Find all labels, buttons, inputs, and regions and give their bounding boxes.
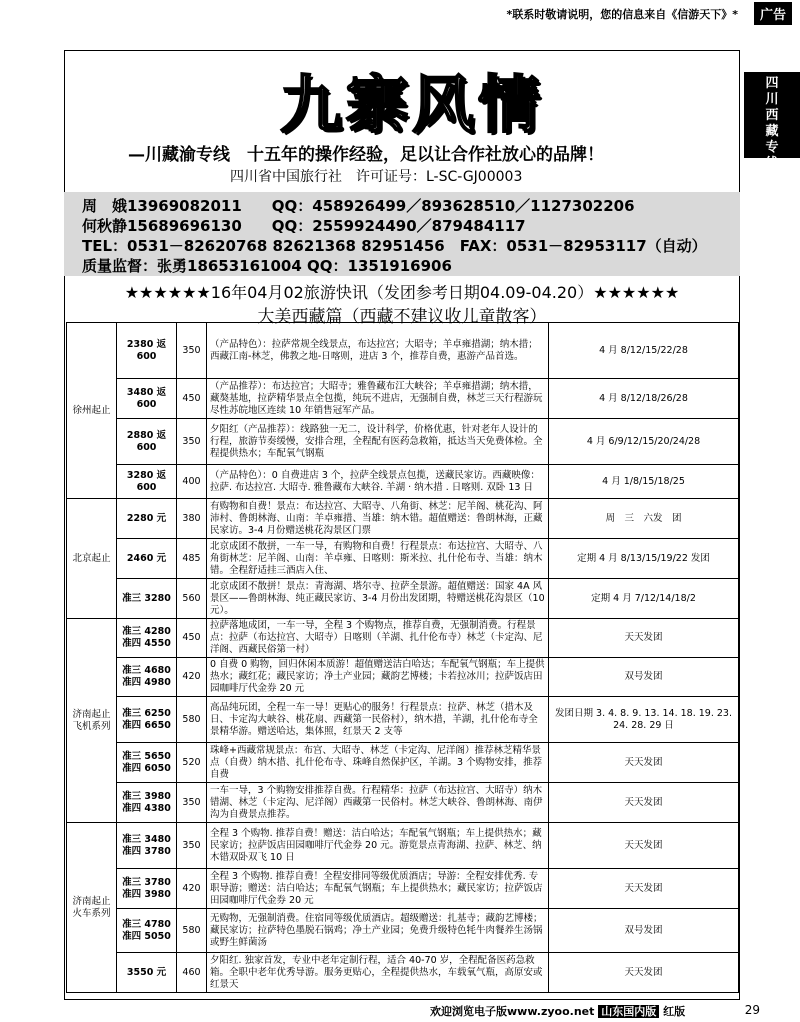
footer-text: 欢迎浏览电子版www.zyoo.net xyxy=(430,1005,595,1018)
route-row xyxy=(67,619,739,658)
price-cell: 2460 元 xyxy=(117,539,177,579)
footer xyxy=(430,1003,685,1019)
deposit-cell: 580 xyxy=(177,909,207,953)
date-cell: 天天发团 xyxy=(549,619,739,658)
ad-label: 广告 xyxy=(754,2,792,25)
side-tab-char: 四 xyxy=(765,76,779,91)
side-tab xyxy=(744,72,800,171)
route-row xyxy=(67,658,739,697)
price-cell: 2280 元 xyxy=(117,499,177,539)
price-cell: 准三 4680 准四 4980 xyxy=(117,658,177,697)
side-tab-char: 藏 xyxy=(765,124,779,139)
region-cell: 徐州起止 xyxy=(67,323,117,499)
price-cell: 准三 3780 准四 3980 xyxy=(117,869,177,909)
date-cell: 双号发团 xyxy=(549,658,739,697)
price-cell: 2380 返 600 xyxy=(117,323,177,379)
date-cell: 4 月 1/8/15/18/25 xyxy=(549,465,739,499)
edition-label: 红版 xyxy=(663,1005,686,1018)
region-cell: 济南起止火车系列 xyxy=(67,823,117,993)
deposit-cell: 350 xyxy=(177,323,207,379)
region-cell: 济南起止飞机系列 xyxy=(67,619,117,823)
deposit-cell: 580 xyxy=(177,697,207,743)
description-cell: （产品推荐）：布达拉宫；大昭寺；雅鲁藏布江大峡谷；羊卓雍措湖；纳木措，藏獒基地，拉萨精华景点全包揽，纯玩不进店，无强制自费，林芝三天行程游玩尽性苏皖地区连续 10 年销售冠军产品。 xyxy=(207,379,549,419)
description-cell: （产品特色）：拉萨常规全线景点，布达拉宫；大昭寺；羊卓雍措湖；纳木措；西藏江南-林芝，佛教之地-日喀则，进店 3 个，推荐自费，惠游产品首选。 xyxy=(207,323,549,379)
route-row xyxy=(67,379,739,419)
date-cell: 4 月 6/9/12/15/20/24/28 xyxy=(549,419,739,465)
deposit-cell: 350 xyxy=(177,783,207,823)
route-row xyxy=(67,323,739,379)
brand-logo xyxy=(262,64,562,141)
deposit-cell: 350 xyxy=(177,419,207,465)
deposit-cell: 460 xyxy=(177,953,207,993)
price-cell: 准三 5650 准四 6050 xyxy=(117,743,177,783)
region-cell: 北京起止 xyxy=(67,499,117,619)
route-row xyxy=(67,465,739,499)
route-row xyxy=(67,869,739,909)
route-row xyxy=(67,909,739,953)
description-cell: 全程 3 个购物. 推荐自费！赠送：洁白哈达；车配氧气钢瓶；车上提供热水；藏民家访；拉萨饭店田园咖啡厅代金券 20 元。游览景点青海湖、拉萨、林芝、纳木错双卧双飞 10 日 xyxy=(207,823,549,869)
price-cell: 3550 元 xyxy=(117,953,177,993)
date-cell: 4 月 8/12/15/22/28 xyxy=(549,323,739,379)
route-row xyxy=(67,499,739,539)
deposit-cell: 450 xyxy=(177,619,207,658)
contact-line: 质量监督：张勇18653161004 QQ：1351916906 xyxy=(82,257,452,275)
deposit-cell: 400 xyxy=(177,465,207,499)
slogan: —川藏渝专线 十五年的操作经验，足以让合作社放心的品牌！ xyxy=(128,145,604,165)
price-cell: 准三 4780 准四 5050 xyxy=(117,909,177,953)
contact-line: 何秋静15689696130 QQ：2559924490／879484117 xyxy=(82,217,526,235)
route-row xyxy=(67,743,739,783)
contact-line: TEL：0531－82620768 82621368 82951456 FAX：0531－82953117（自动） xyxy=(82,237,707,255)
description-cell: 高品纯玩团，全程一车一导！更贴心的服务！行程景点：拉萨、林芝（措木及日、卡定沟大峡谷、桃花扇、西藏第一民俗村），纳木措，羊湖，扎什伦布寺全景精华游。赠送哈达，集体照，红景天 2 支等 xyxy=(207,697,549,743)
deposit-cell: 420 xyxy=(177,869,207,909)
side-tab-char: 西 xyxy=(765,108,779,123)
description-cell: 夕阳红. 独家首发，专业中老年定制行程，适合 40-70 岁，全程配备医药急救箱。全职中老年优秀导游。服务更贴心，全程提供热水，车载氧气瓶，高原安或红景天 xyxy=(207,953,549,993)
price-cell: 准三 6250 准四 6650 xyxy=(117,697,177,743)
section-subtitle: 大美西藏篇（西藏不建议收儿童散客） xyxy=(257,307,547,327)
side-tab-char: 专 xyxy=(765,140,779,155)
date-cell: 天天发团 xyxy=(549,823,739,869)
logo-text: 九寨风情 xyxy=(279,67,544,141)
side-tab-char: 线 xyxy=(765,156,779,171)
description-cell: 无购物，无强制消费。住宿同等级优质酒店。超级赠送：扎基寺；藏韵艺博楼；藏民家访；拉萨特色墨脱石锅鸡；净土产业园；免费升级特色牦牛肉餐养生汤锅或野生鲜菌汤 xyxy=(207,909,549,953)
deposit-cell: 560 xyxy=(177,579,207,619)
date-cell: 定期 4 月 8/13/15/19/22 发团 xyxy=(549,539,739,579)
price-cell: 准三 4280 准四 4550 xyxy=(117,619,177,658)
news-banner: ★★★★★★16年04月02旅游快讯（发团参考日期04.09-04.20）★★★★★★ xyxy=(124,283,680,302)
description-cell: 拉萨落地成团，一车一导，全程 3 个购物点，推荐自费，无强制消费。行程景点：拉萨（布达拉宫、大昭寺）日喀则（羊湖、扎什伦布寺）林芝（卡定沟、尼洋阁、西藏民俗第一村） xyxy=(207,619,549,658)
date-cell: 周 三 六发 团 xyxy=(549,499,739,539)
date-cell: 4 月 8/12/18/26/28 xyxy=(549,379,739,419)
deposit-cell: 450 xyxy=(177,379,207,419)
description-cell: 0 自费 0 购物，回归休闲本质游！超值赠送洁白哈达；车配氧气钢瓶；车上提供热水；藏红花；藏民家访；净土产业园；藏韵艺博楼；卡若拉冰川；拉萨饭店田园咖啡厅代金券 20 元 xyxy=(207,658,549,697)
agency-license: 四川省中国旅行社 许可证号：L-SC-GJ00003 xyxy=(230,169,523,185)
description-cell: 有购物和自费！景点：布达拉宫、大昭寺、八角街、林芝：尼羊阁、桃花沟、阿沛村、鲁朗林海、山南：羊卓雍措、当雄：纳木错。超值赠送：鲁朗林海，正藏民家访。3-4 月份赠送桃花沟景区门票 xyxy=(207,499,549,539)
route-row xyxy=(67,697,739,743)
route-row xyxy=(67,953,739,993)
route-row xyxy=(67,539,739,579)
price-cell: 3480 返 600 xyxy=(117,379,177,419)
description-cell: 夕阳红（产品推荐）：线路独一无二，设计科学，价格优惠，针对老年人设计的行程，旅游节奏缓慢，安排合理，全程配有医药急救箱，抵达当天免费体检。全程提供热水；车配氧气钢瓶 xyxy=(207,419,549,465)
contact-note: *联系时敬请说明，您的信息来自《信游天下》* xyxy=(506,8,738,21)
deposit-cell: 380 xyxy=(177,499,207,539)
description-cell: 北京成团不散拼，一车一导，有购物和自费！行程景点：布达拉宫、大昭寺、八角街林芝：尼羊阁、山南：羊卓雍、日喀则：斯米拉、扎什伦布寺、当雄：纳木错。全程舒适挂三酒店入住、 xyxy=(207,539,549,579)
date-cell: 定期 4 月 7/12/14/18/2 xyxy=(549,579,739,619)
edition-badge: 山东国内版 xyxy=(598,1005,659,1018)
price-cell: 准三 3980 准四 4380 xyxy=(117,783,177,823)
date-cell: 天天发团 xyxy=(549,953,739,993)
price-cell: 2880 返 600 xyxy=(117,419,177,465)
page-number: 29 xyxy=(744,1003,760,1017)
date-cell: 天天发团 xyxy=(549,869,739,909)
date-cell: 天天发团 xyxy=(549,783,739,823)
route-row xyxy=(67,579,739,619)
contact-block xyxy=(64,192,740,276)
deposit-cell: 350 xyxy=(177,823,207,869)
route-row xyxy=(67,783,739,823)
side-tab-char: 川 xyxy=(765,92,779,107)
description-cell: 一车一导，3 个购物安排推荐自费。行程精华：拉萨（布达拉宫、大昭寺）纳木错湖、林芝（卡定沟、尼洋阁）西藏第一民俗村。林芝大峡谷、鲁朗林海、南伊沟为自费景点推荐。 xyxy=(207,783,549,823)
date-cell: 双号发团 xyxy=(549,909,739,953)
description-cell: （产品特色）：0 自费进店 3 个，拉萨全线景点包揽，送藏民家访。西藏映像：拉萨. 布达拉宫. 大昭寺. 雅鲁藏布大峡谷. 羊湖 · 纳木措 . 日喀则. 双卧 13 日 xyxy=(207,465,549,499)
deposit-cell: 485 xyxy=(177,539,207,579)
description-cell: 北京成团不散拼！景点：青海湖、塔尔寺、拉萨全景游。超值赠送：国家 4A 风景区——鲁朗林海、纯正藏民家访、3-4 月份出发团期，特赠送桃花沟景区（10 元）。 xyxy=(207,579,549,619)
contact-line: 周 娥13969082011 QQ：458926499／893628510／1127302206 xyxy=(82,197,635,215)
price-cell: 准三 3280 xyxy=(117,579,177,619)
routes-table xyxy=(66,322,739,993)
deposit-cell: 520 xyxy=(177,743,207,783)
price-cell: 3280 返 600 xyxy=(117,465,177,499)
date-cell: 发团日期 3. 4. 8. 9. 13. 14. 18. 19. 23. 24. 28. 29 日 xyxy=(549,697,739,743)
route-row xyxy=(67,419,739,465)
price-cell: 准三 3480 准四 3780 xyxy=(117,823,177,869)
description-cell: 珠峰+西藏常规景点：布宫、大昭寺、林芝（卡定沟、尼洋阁）推荐林芝精华景点（自费）纳木措、扎什伦布寺、珠峰自然保护区，羊湖。3 个购物安排，推荐自费 xyxy=(207,743,549,783)
date-cell: 天天发团 xyxy=(549,743,739,783)
description-cell: 全程 3 个购物. 推荐自费！全程安排同等级优质酒店；导游：全程安排优秀. 专职导游；赠送：洁白哈达；车配氧气钢瓶；车上提供热水；藏民家访；拉萨饭店田园咖啡厅代金券 20 元 xyxy=(207,869,549,909)
deposit-cell: 420 xyxy=(177,658,207,697)
route-row xyxy=(67,823,739,869)
